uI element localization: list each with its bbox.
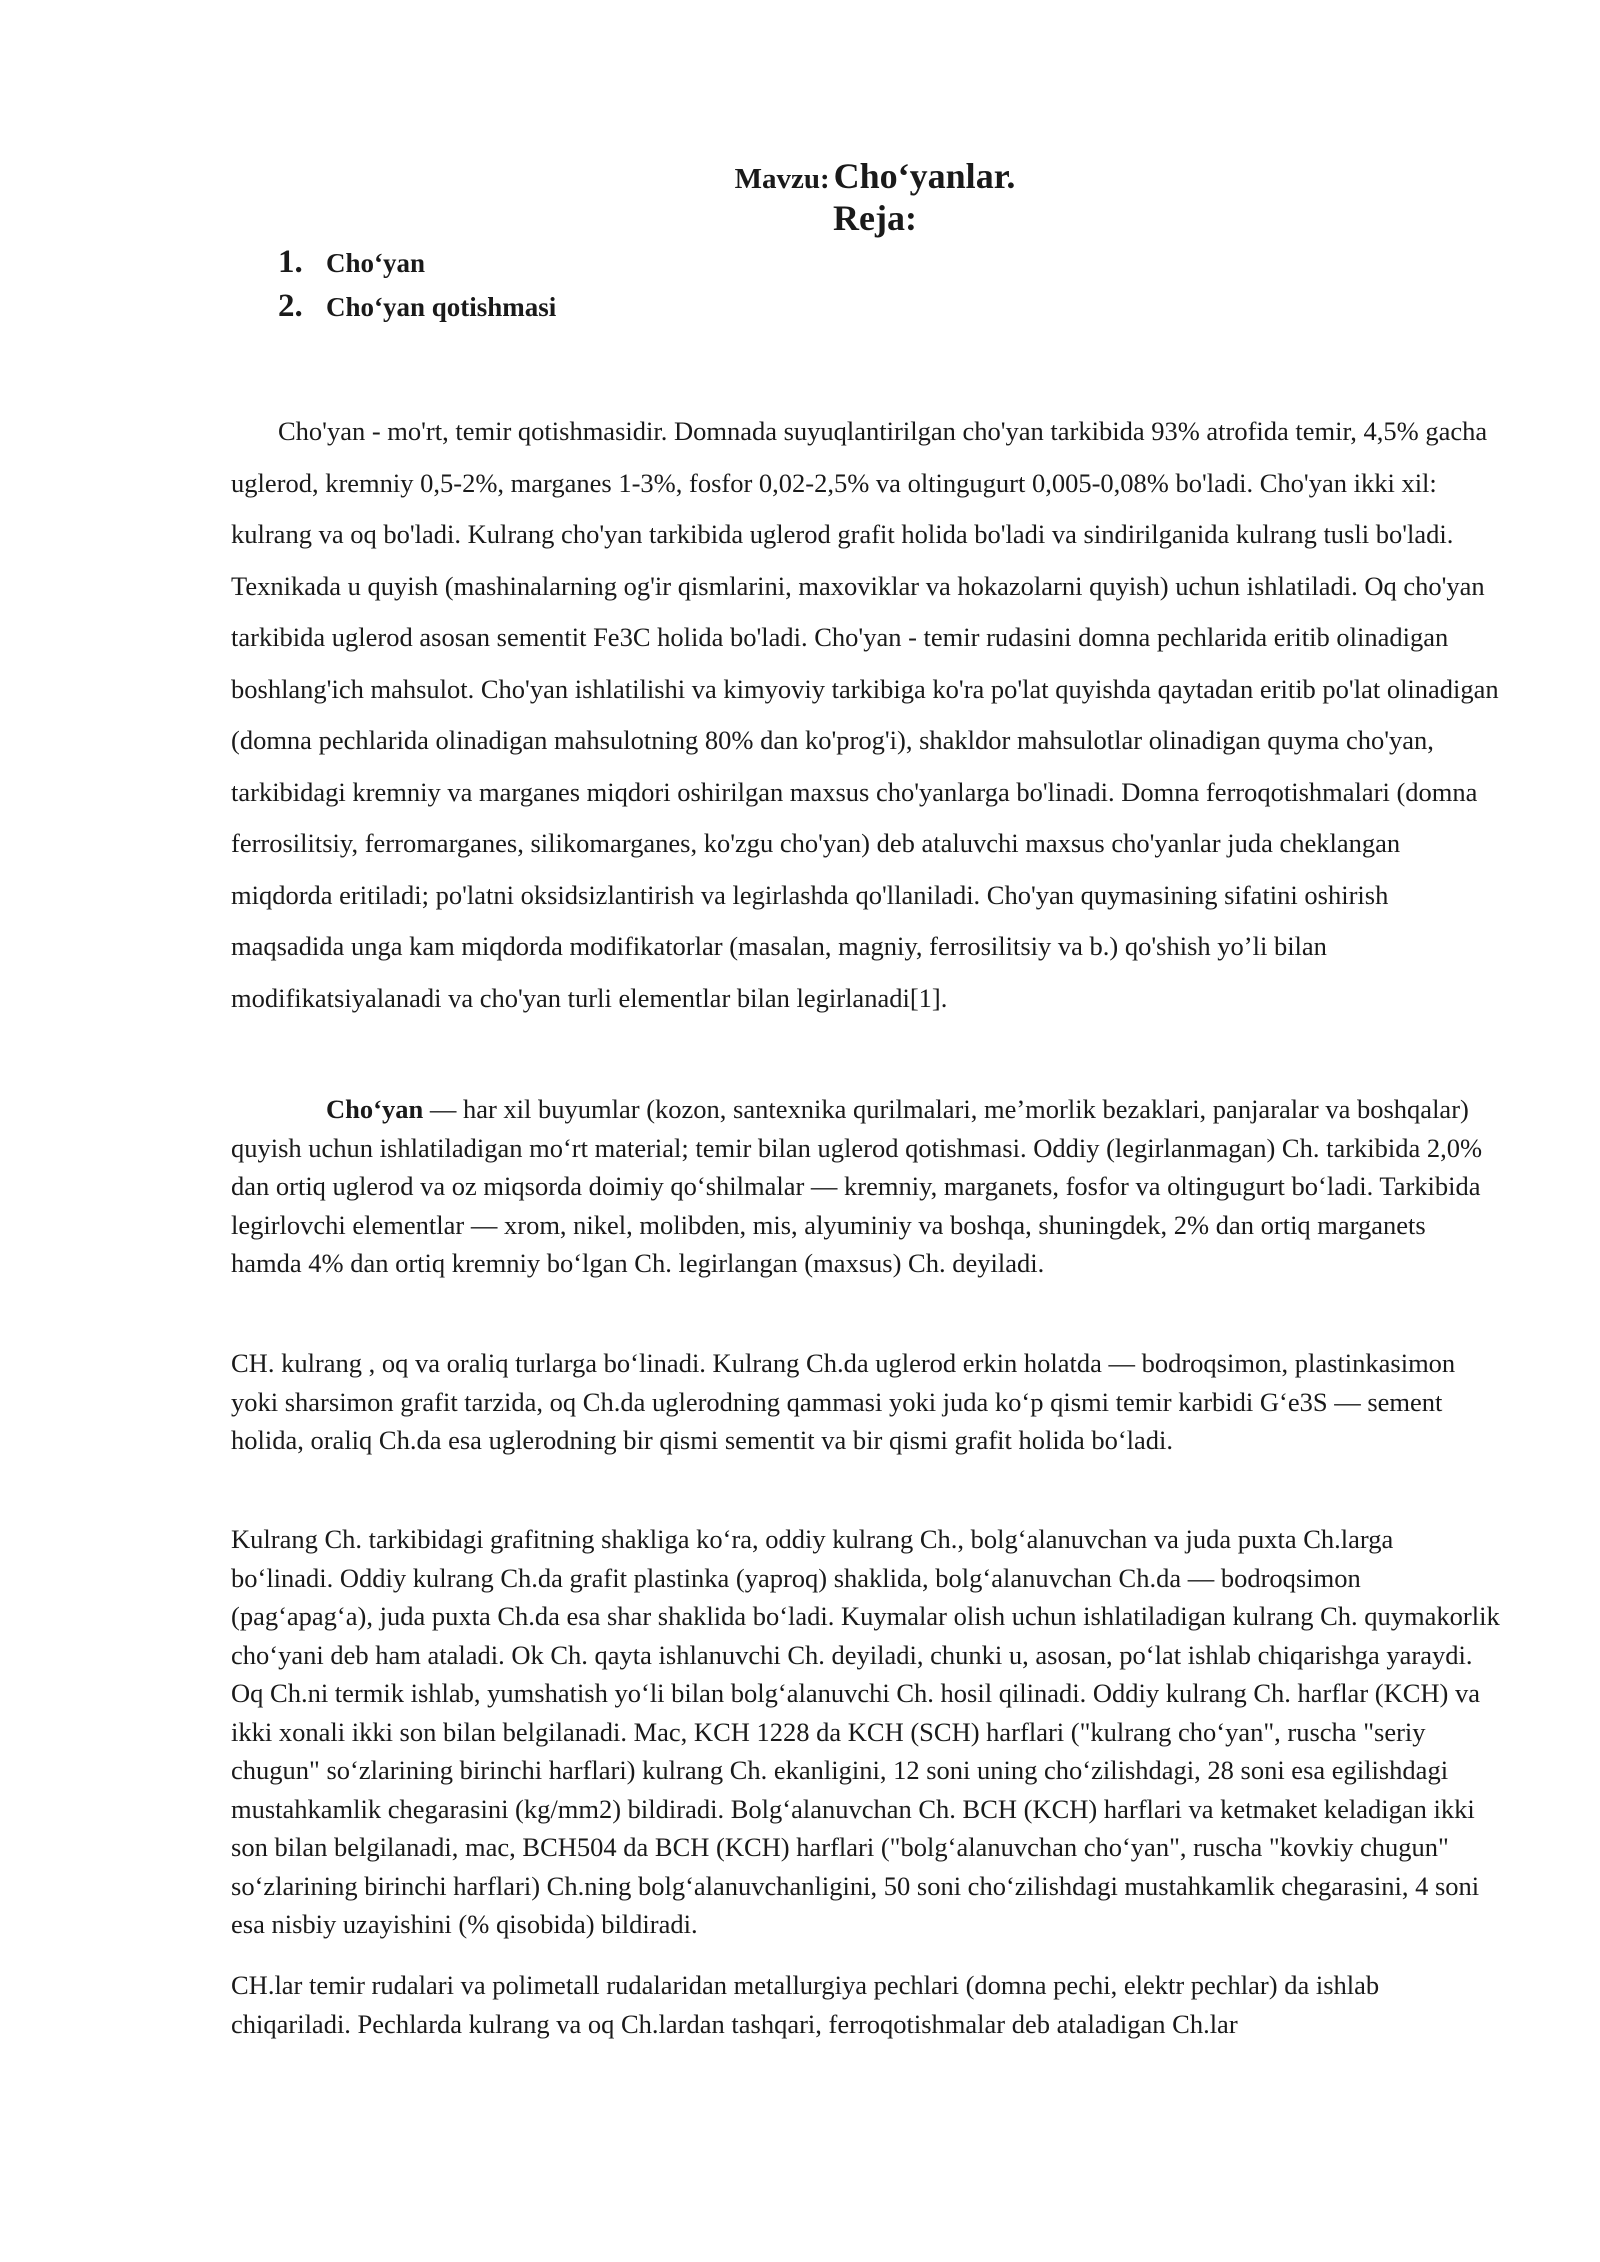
paragraph-lead-term: Cho‘yan [326, 1094, 424, 1124]
plan-item-number: 2. [278, 288, 303, 324]
topic-title: Cho‘yanlar. [833, 156, 1016, 196]
paragraph-intro: Cho'yan - mo'rt, temir qotishmasidir. Domnada suyuqlantirilgan cho'yan tarkibida 93% atrofida temir, 4,5% gacha uglerod, kremniy 0,5-2%, marganes 1-3%, fosfor 0,02-2,5% va oltingugurt 0,005-0,08% bo'ladi. Cho'yan ikki xil: kulrang va oq bo'ladi. Kulrang cho'yan tarkibida uglerod grafit holida bo'ladi va sindirilganida kulrang tusli bo'ladi. Texnikada u quyish (mashinalarning og'ir qismlarini, maxoviklar va hokazolarni quyish) uchun ishlatiladi. Oq cho'yan tarkibida uglerod asosan sementit Fe3C holida bo'ladi. Cho'yan - temir rudasini domna pechlarida eritib olinadigan boshlang'ich mahsulot. Cho'yan ishlatilishi va kimyoviy tarkibiga ko'ra po'lat quyishda qaytadan eritib po'lat olinadigan (domna pechlarida olinadigan mahsulotning 80% dan ko'prog'i), shakldor mahsulotlar olinadigan quyma cho'yan, tarkibidagi kremniy va marganes miqdori oshirilgan maxsus cho'yanlarga bo'linadi. Domna ferroqotishmalari (domna ferrosilitsiy, ferromarganes, silikomarganes, ko'zgu cho'yan) deb ataluvchi maxsus cho'yanlar juda cheklangan miqdorda eritiladi; po'latni oksidsizlantirish va legirlashda qo'llaniladi. Cho'yan quymasining sifatini oshirish maqsadida unga kam miqdorda modifikatorlar (masalan, magniy, ferrosilitsiy va b.) qo'shish yo’li bilan modifikatsiyalanadi va cho'yan turli elementlar bilan legirlanadi[1]. [231, 416, 1499, 1013]
paragraph-definition-text: — har xil buyumlar (kozon, santexnika qurilmalari, me’morlik bezaklari, panjaralar va boshqalar) quyish uchun ishlatiladigan mo‘rt material; temir bilan uglerod qotishmasi. Oddiy (legirlanmagan) Ch. tarkibida 2,0% dan ortiq uglerod va oz miqsorda doimiy qo‘shilmalar — kremniy, marganets, fosfor va oltingugurt bo‘ladi. Tarkibida legirlovchi elementlar — xrom, nikel, molibden, mis, alyuminiy va boshqa, shuningdek, 2% dan ortiq marganets hamda 4% dan ortiq kremniy bo‘lgan Ch. legirlangan (maxsus) Ch. deyiladi. [231, 1094, 1483, 1278]
plan-title: Reja: [833, 198, 917, 238]
plan-item-text: Cho‘yan [326, 248, 426, 278]
plan-item [278, 284, 556, 328]
paragraph-definition [231, 1090, 1501, 1283]
paragraph-classification: Kulrang Ch. tarkibidagi grafitning shakliga ko‘ra, oddiy kulrang Ch., bolg‘alanuvchan va juda puxta Ch.larga bo‘linadi. Oddiy kulrang Ch.da grafit plastinka (yaproq) shaklida, bolg‘alanuvchan Ch.da — bodroqsimon (pag‘apag‘a), juda puxta Ch.da esa shar shaklida bo‘ladi. Kuymalar olish uchun ishlatiladigan kulrang Ch. quymakorlik cho‘yani deb ham ataladi. Ok Ch. qayta ishlanuvchi Ch. deyiladi, chunki u, asosan, po‘lat ishlab chiqarishga yaraydi. Oq Ch.ni termik ishlab, yumshatish yo‘li bilan bolg‘alanuvchi Ch. hosil qilinadi. Oddiy kulrang Ch. harflar (KCH) va ikki xonali ikki son bilan belgilanadi. Mac, KCH 1228 da KCH (SCH) harflari ("kulrang cho‘yan", ruscha "seriy chugun" so‘zlarining birinchi harflari) kulrang Ch. ekanligini, 12 soni uning cho‘zilishdagi, 28 soni esa egilishdagi mustahkamlik chegarasini (kg/mm2) bildiradi. Bolg‘alanuvchan Ch. BCH (KCH) harflari va ketmaket keladigan ikki son bilan belgilanadi, mac, BCH504 da BCH (KCH) harflari ("bolg‘alanuvchan cho‘yan", ruscha "kovkiy chugun" so‘zlarining birinchi harflari) Ch.ning bolg‘alanuvchanligini, 50 soni cho‘zilishdagi mustahkamlik chegarasini, 4 soni esa nisbiy uzayishini (% qisobida) bildiradi. [231, 1524, 1500, 1939]
topic-heading [0, 155, 1600, 197]
paragraph-types: CH. kulrang , oq va oraliq turlarga bo‘linadi. Kulrang Ch.da uglerod erkin holatda — bodroqsimon, plastinkasimon yoki sharsimon grafit tarzida, oq Ch.da uglerodning qammasi yoki juda ko‘p qismi temir karbidi G‘e3S — sement holida, oraliq Ch.da esa uglerodning bir qismi sementit va bir qismi grafit holida bo‘ladi. [231, 1348, 1456, 1455]
paragraph-production: CH.lar temir rudalari va polimetall rudalaridan metallurgiya pechlari (domna pechi, elektr pechlar) da ishlab chiqariladi. Pechlarda kulrang va oq Ch.lardan tashqari, ferroqotishmalar deb ataladigan Ch.lar [231, 1970, 1380, 2039]
plan-item-text: Cho‘yan qotishmasi [326, 292, 557, 322]
plan-item-number: 1. [278, 244, 303, 280]
plan-list [278, 240, 556, 328]
plan-item [278, 240, 556, 284]
topic-label: Mavzu: [734, 163, 830, 195]
